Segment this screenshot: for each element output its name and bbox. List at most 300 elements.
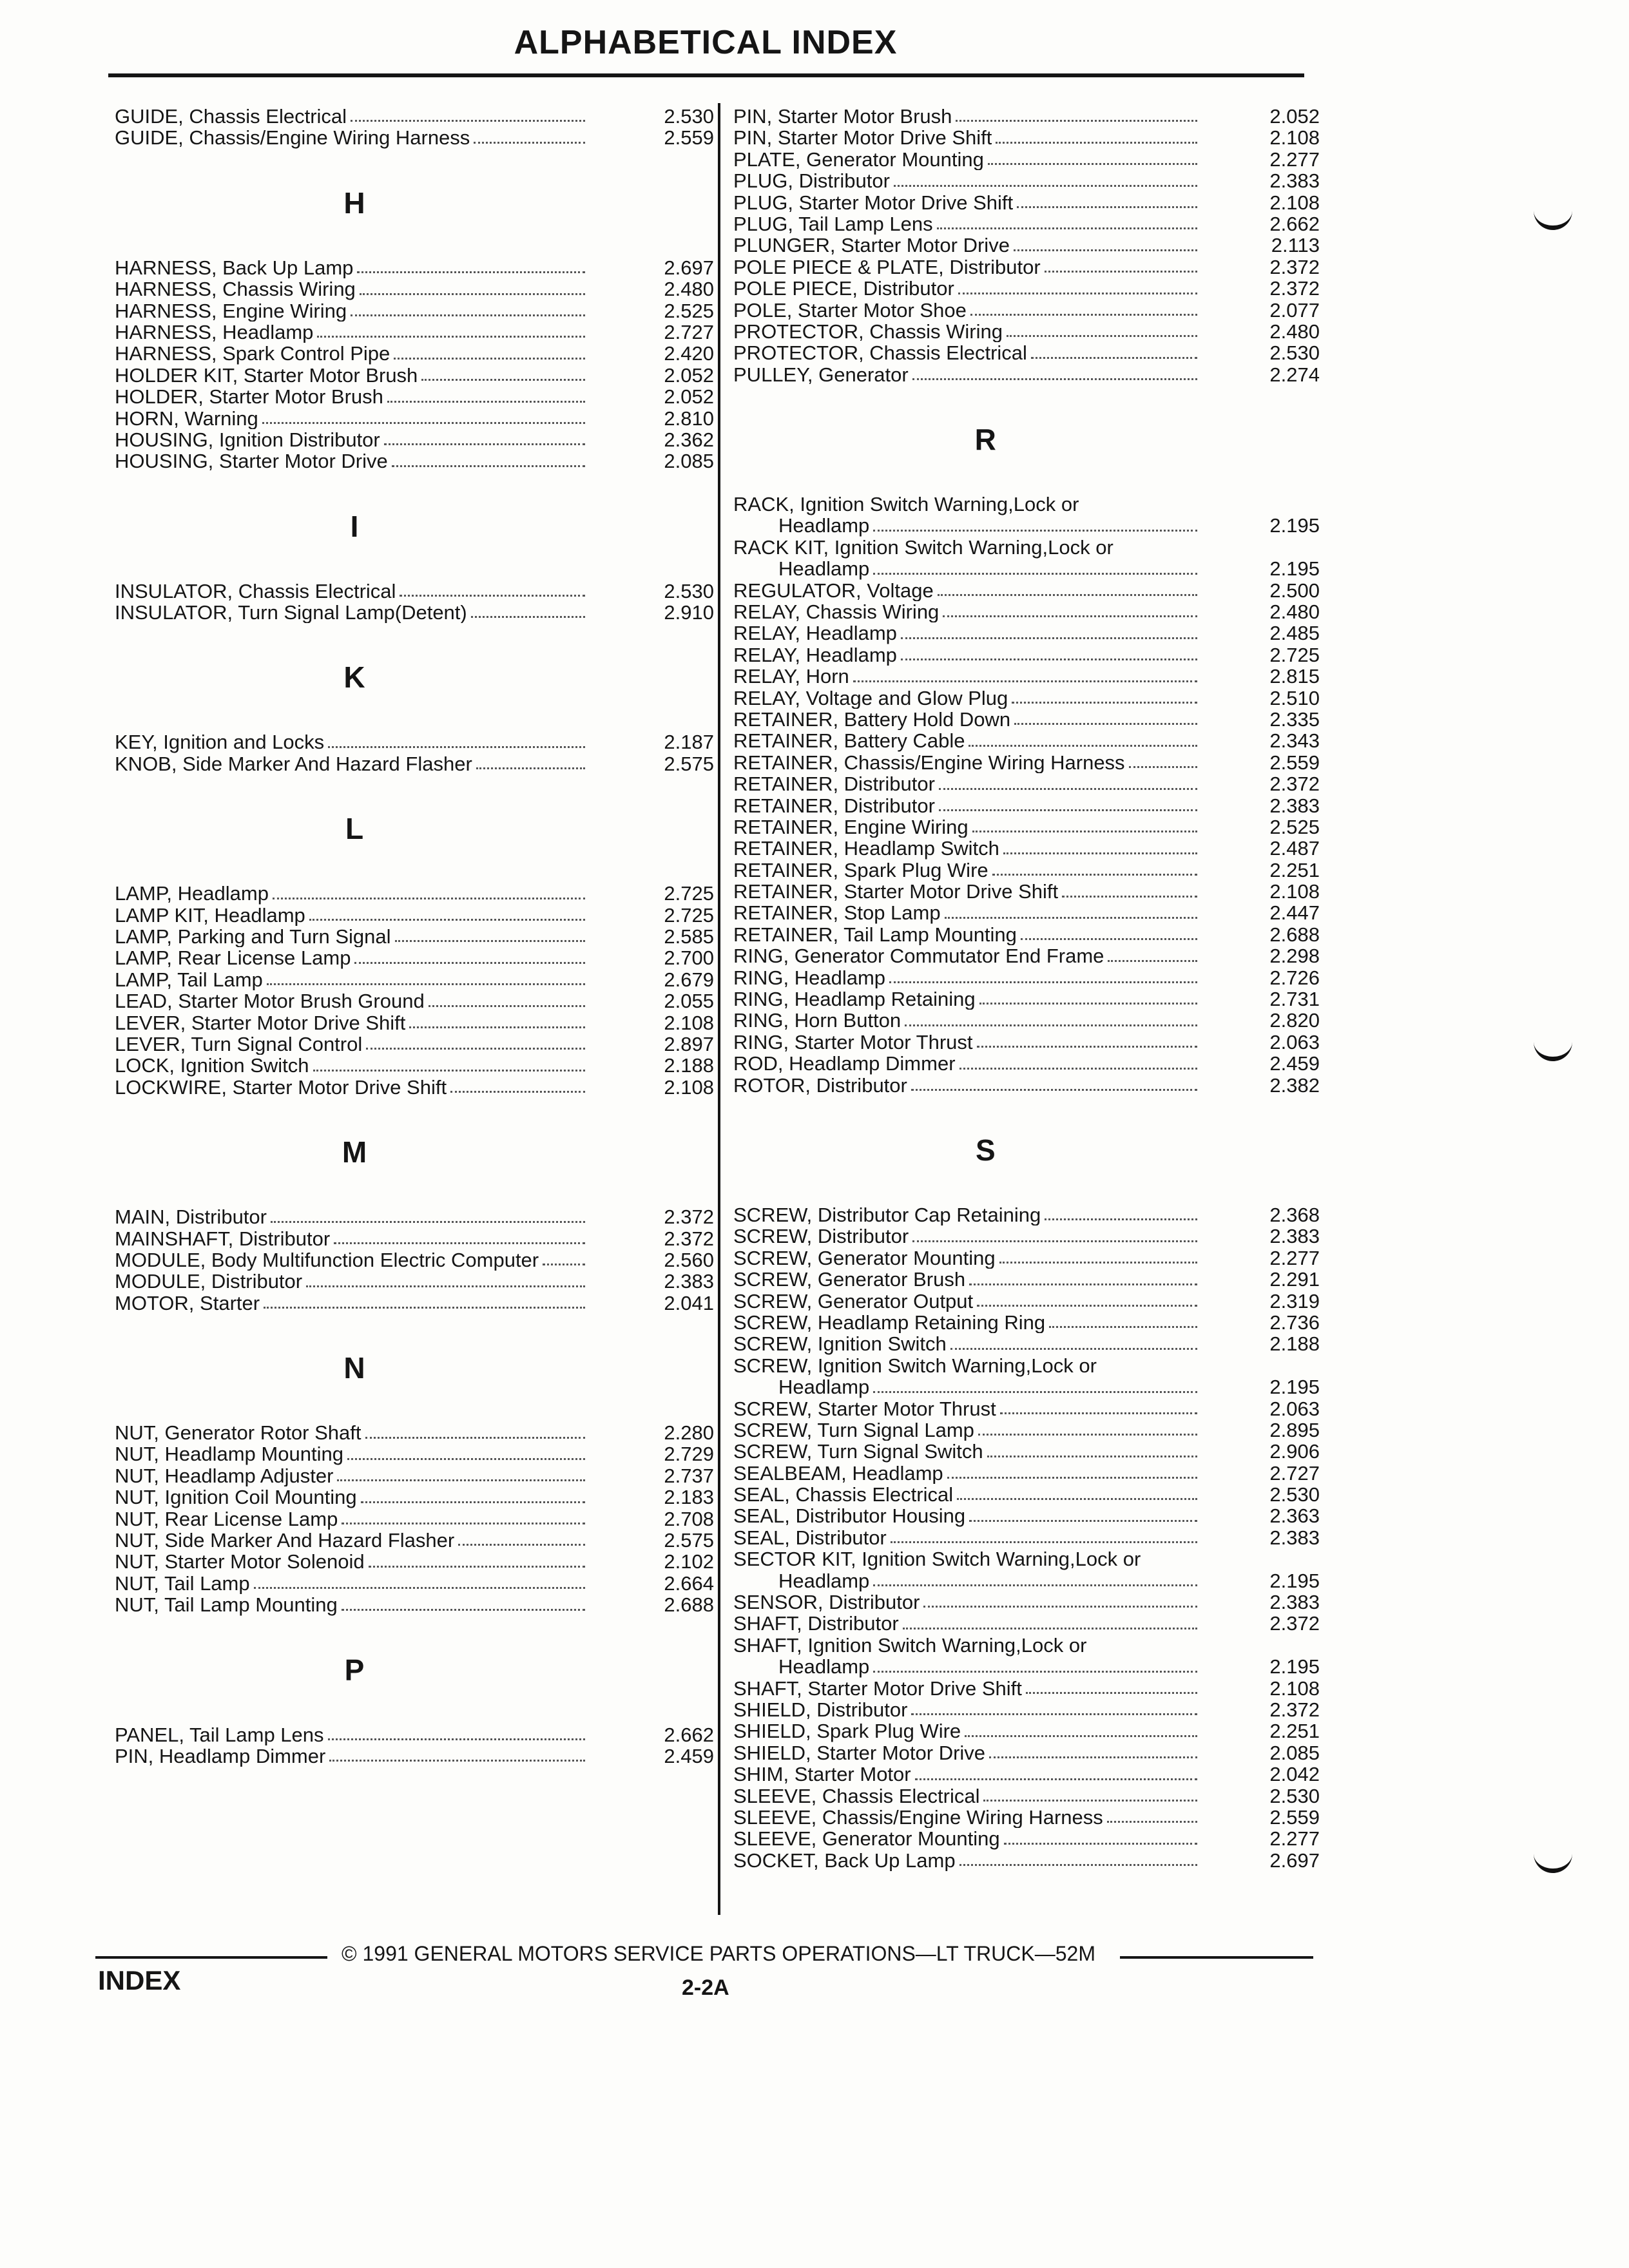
binder-mark (1534, 200, 1572, 230)
index-page-ref: 2.372 (1269, 773, 1320, 796)
dot-leader (1007, 335, 1197, 337)
index-entry (115, 1486, 714, 1508)
dot-leader (970, 314, 1197, 316)
dot-leader (977, 1305, 1197, 1307)
index-entry (115, 926, 714, 947)
dot-leader (901, 637, 1197, 639)
index-entry (733, 666, 1320, 687)
dot-leader (983, 1800, 1197, 1802)
footer-rule-right (1120, 1956, 1313, 1959)
index-entry (115, 408, 714, 429)
index-entry-text: RING, Generator Commutator End Frame (733, 945, 1104, 967)
index-entry-text: RETAINER, Battery Cable (733, 730, 965, 752)
dot-leader (313, 1070, 585, 1072)
index-entry-text: LEVER, Turn Signal Control (115, 1033, 363, 1055)
index-entry (733, 515, 1320, 536)
index-entry-text: SCREW, Turn Signal Switch (733, 1441, 983, 1463)
index-page-ref: 2.697 (664, 256, 714, 279)
index-page-ref: 2.188 (664, 1054, 714, 1077)
index-page-ref: 2.688 (664, 1593, 714, 1617)
dot-leader (471, 616, 585, 618)
index-entry (733, 1032, 1320, 1053)
index-entry-text: LAMP, Parking and Turn Signal (115, 926, 391, 948)
dot-leader (392, 465, 585, 467)
index-page-ref: 2.063 (1269, 1397, 1320, 1420)
section-letter: L (345, 812, 364, 846)
dot-leader (992, 874, 1197, 876)
index-page-ref: 2.700 (664, 947, 714, 970)
index-entry (733, 1678, 1320, 1699)
index-entry (733, 644, 1320, 666)
dot-leader (972, 831, 1197, 832)
index-entry (115, 602, 714, 623)
index-entry-text: NUT, Starter Motor Solenoid (115, 1551, 365, 1573)
dot-leader (1012, 702, 1197, 704)
index-entry (115, 905, 714, 926)
index-entry (733, 1376, 1320, 1398)
dot-leader (1049, 1326, 1197, 1328)
index-entry (115, 947, 714, 968)
index-entry (733, 1204, 1320, 1225)
index-entry (733, 773, 1320, 794)
index-page-ref: 2.530 (664, 579, 714, 602)
index-entry-text: SLEEVE, Chassis/Engine Wiring Harness (733, 1806, 1103, 1829)
index-entry (115, 127, 714, 148)
dot-leader (1000, 1412, 1197, 1414)
index-entry (733, 1505, 1320, 1526)
index-page-ref: 2.815 (1269, 665, 1320, 688)
dot-leader (357, 271, 585, 273)
index-entry (733, 127, 1320, 148)
index-entry-text: SHAFT, Ignition Switch Warning,Lock or (733, 1633, 1087, 1657)
index-entry (115, 300, 714, 322)
index-entry-text: SHIELD, Starter Motor Drive (733, 1742, 986, 1764)
index-page-ref: 2.897 (664, 1032, 714, 1055)
index-entry (733, 1527, 1320, 1548)
dot-leader (956, 120, 1197, 122)
index-entry-text: LEVER, Starter Motor Drive Shift (115, 1012, 406, 1033)
index-page-ref: 2.585 (664, 925, 714, 948)
index-page-ref: 2.820 (1269, 1009, 1320, 1032)
index-entry (733, 1312, 1320, 1333)
dot-leader (943, 615, 1197, 617)
index-entry (733, 1720, 1320, 1742)
index-entry (115, 278, 714, 300)
index-page-ref: 2.662 (1269, 212, 1320, 235)
dot-leader (342, 1523, 585, 1524)
section-letter: S (975, 1133, 996, 1168)
index-entry (733, 752, 1320, 773)
index-entry-text: SLEEVE, Generator Mounting (733, 1828, 1000, 1850)
dot-leader (476, 767, 585, 769)
index-entry-continuation: Headlamp (778, 1376, 870, 1398)
index-entry (733, 1419, 1320, 1441)
index-entry (733, 580, 1320, 601)
index-entry (115, 257, 714, 278)
index-entry (115, 1465, 714, 1486)
dot-leader (254, 1587, 585, 1589)
index-entry-text: SEAL, Distributor (733, 1526, 887, 1549)
dot-leader (894, 185, 1197, 187)
page-number: 2-2A (682, 1975, 729, 2000)
index-entry (115, 106, 714, 127)
index-page-ref: 2.383 (664, 1270, 714, 1293)
dot-leader (450, 1091, 585, 1093)
index-entry-text: SCREW, Distributor Cap Retaining (733, 1204, 1041, 1226)
dot-leader (950, 1348, 1197, 1350)
index-entry-text: RELAY, Chassis Wiring (733, 601, 940, 623)
index-entry-text: SHIELD, Distributor (733, 1698, 908, 1721)
index-page-ref: 2.447 (1269, 901, 1320, 925)
index-entry (733, 1075, 1320, 1096)
index-entry-text: NUT, Headlamp Mounting (115, 1443, 343, 1465)
index-entry (733, 924, 1320, 945)
index-entry-text: SHIELD, Spark Plug Wire (733, 1720, 961, 1742)
index-page-ref: 2.688 (1269, 923, 1320, 946)
index-page-ref: 2.382 (1269, 1073, 1320, 1097)
index-entry-text: SCREW, Generator Mounting (733, 1247, 996, 1269)
index-entry (733, 1484, 1320, 1505)
index-entry-text: HOLDER, Starter Motor Brush (115, 386, 383, 408)
dot-leader (360, 293, 585, 295)
index-entry-text: PLUG, Distributor (733, 170, 890, 192)
section-letter: R (974, 423, 996, 457)
dot-leader (366, 1048, 585, 1050)
dot-leader (1026, 1692, 1197, 1694)
index-entry (733, 1053, 1320, 1074)
dot-leader (987, 1456, 1197, 1457)
index-entry (733, 364, 1320, 385)
dot-leader (347, 1458, 585, 1460)
index-entry (115, 343, 714, 364)
index-entry-text: REGULATOR, Voltage (733, 579, 934, 602)
index-page-ref: 2.725 (664, 882, 714, 905)
index-page-ref: 2.731 (1269, 988, 1320, 1011)
index-entry-text: RACK KIT, Ignition Switch Warning,Lock or (733, 535, 1113, 559)
index-page-ref: 2.530 (664, 104, 714, 128)
index-entry-text: HARNESS, Spark Control Pipe (115, 343, 390, 365)
index-entry (115, 1573, 714, 1594)
index-entry (115, 450, 714, 472)
index-entry-text: NUT, Headlamp Adjuster (115, 1465, 334, 1487)
index-page-ref: 2.810 (664, 407, 714, 430)
index-page-ref: 2.487 (1269, 837, 1320, 860)
index-entry (115, 1228, 714, 1249)
index-entry (115, 990, 714, 1012)
index-entry-text: HARNESS, Engine Wiring (115, 300, 347, 322)
index-page-ref: 2.895 (1269, 1418, 1320, 1441)
index-entry (733, 321, 1320, 342)
index-page-ref: 2.363 (1269, 1504, 1320, 1528)
index-entry-continuation: Headlamp (778, 515, 870, 537)
dot-leader (458, 1544, 585, 1546)
index-entry-text: ROD, Headlamp Dimmer (733, 1053, 956, 1075)
index-page-ref: 2.525 (1269, 815, 1320, 838)
index-entry (115, 969, 714, 990)
index-entry-text: RACK, Ignition Switch Warning,Lock or (733, 493, 1079, 516)
index-page-ref: 2.085 (1269, 1741, 1320, 1764)
dot-leader (939, 788, 1197, 790)
index-entry-text: INSULATOR, Chassis Electrical (115, 580, 396, 602)
index-page-ref: 2.108 (1269, 126, 1320, 149)
index-page-ref: 2.277 (1269, 1246, 1320, 1269)
index-page-ref: 2.335 (1269, 707, 1320, 731)
index-page-ref: 2.727 (1269, 1461, 1320, 1485)
index-entry (733, 795, 1320, 816)
index-entry-text: SCREW, Distributor (733, 1225, 909, 1247)
index-entry (733, 558, 1320, 579)
section-label: INDEX (98, 1965, 181, 1995)
index-entry-text: LAMP, Headlamp (115, 883, 269, 905)
index-entry-text: LAMP, Rear License Lamp (115, 947, 351, 969)
dot-leader (273, 898, 585, 899)
index-page-ref: 2.052 (664, 363, 714, 387)
index-page-ref: 2.480 (1269, 601, 1320, 624)
index-entry (733, 903, 1320, 924)
index-page-ref: 2.485 (1269, 622, 1320, 645)
index-entry-text: SEAL, Distributor Housing (733, 1505, 966, 1527)
index-entry (115, 1594, 714, 1615)
index-entry-text: PLUG, Starter Motor Drive Shift (733, 191, 1014, 213)
dot-leader (988, 163, 1197, 165)
dot-leader (354, 962, 585, 964)
index-entry-text: PLATE, Generator Mounting (733, 148, 984, 171)
index-entry (733, 730, 1320, 751)
dot-leader (1129, 766, 1197, 768)
right-column (733, 106, 1320, 1871)
dot-leader (309, 919, 585, 921)
index-page-ref: 2.108 (664, 1011, 714, 1034)
index-page-ref: 2.530 (1269, 1483, 1320, 1506)
dot-leader (329, 1760, 585, 1762)
section-letter: I (350, 509, 359, 543)
index-entry (733, 1699, 1320, 1720)
dot-leader (873, 1671, 1197, 1673)
index-entry (115, 1724, 714, 1745)
index-entry-text: MODULE, Body Multifunction Electric Computer (115, 1249, 539, 1271)
dot-leader (979, 1003, 1197, 1004)
index-entry-text: RETAINER, Starter Motor Drive Shift (733, 881, 1059, 903)
dot-leader (337, 1479, 585, 1481)
index-entry (733, 106, 1320, 127)
index-entry-text: POLE PIECE & PLATE, Distributor (733, 256, 1041, 278)
index-entry-text: PLUNGER, Starter Motor Drive (733, 235, 1010, 256)
dot-leader (912, 378, 1197, 380)
index-entry (115, 1530, 714, 1551)
dot-leader (989, 1756, 1197, 1758)
dot-leader (938, 594, 1197, 596)
index-entry (115, 322, 714, 343)
index-page-ref: 2.708 (664, 1507, 714, 1530)
index-entry-text: KEY, Ignition and Locks (115, 731, 325, 753)
index-page-ref: 2.052 (664, 385, 714, 408)
dot-leader (1014, 249, 1197, 251)
index-entry-text: HORN, Warning (115, 407, 258, 429)
index-page-ref: 2.055 (664, 990, 714, 1013)
dot-leader (1108, 960, 1197, 962)
index-page-ref: 2.195 (1269, 557, 1320, 581)
index-entry (115, 883, 714, 904)
index-entry-text: SCREW, Generator Brush (733, 1269, 966, 1291)
index-page-ref: 2.195 (1269, 1376, 1320, 1399)
index-entry (115, 1012, 714, 1033)
index-entry-text: PANEL, Tail Lamp Lens (115, 1724, 324, 1746)
index-page-ref: 2.343 (1269, 729, 1320, 753)
index-entry-text: SCREW, Generator Output (733, 1290, 974, 1312)
index-entry-text: SEAL, Chassis Electrical (733, 1484, 954, 1506)
dot-leader (911, 1713, 1197, 1715)
dot-leader (969, 1520, 1197, 1522)
index-entry-text: RETAINER, Distributor (733, 794, 935, 816)
index-page-ref: 2.383 (1269, 794, 1320, 817)
index-entry-text: SECTOR KIT, Ignition Switch Warning,Lock or (733, 1548, 1141, 1571)
index-page-ref: 2.113 (1271, 234, 1320, 257)
index-page-ref: 2.368 (1269, 1204, 1320, 1226)
index-entry-text: SOCKET, Back Up Lamp (733, 1849, 956, 1872)
dot-leader (400, 595, 585, 597)
index-entry-text: SCREW, Headlamp Retaining Ring (733, 1311, 1046, 1334)
index-page-ref: 2.298 (1269, 945, 1320, 968)
index-entry-text: SEALBEAM, Headlamp (733, 1462, 943, 1485)
index-entry-continuation: Headlamp (778, 1656, 870, 1678)
index-entry (115, 581, 714, 602)
index-entry (733, 687, 1320, 709)
index-page-ref: 2.188 (1269, 1332, 1320, 1356)
index-entry (733, 300, 1320, 321)
index-entry (733, 213, 1320, 235)
index-page-ref: 2.910 (664, 601, 714, 624)
index-entry (733, 967, 1320, 988)
index-entry-text: NUT, Tail Lamp Mounting (115, 1594, 338, 1616)
dot-leader (891, 1541, 1197, 1543)
dot-leader (873, 1584, 1197, 1586)
left-column (115, 106, 714, 1767)
index-entry (733, 1010, 1320, 1031)
index-page-ref: 2.195 (1269, 1569, 1320, 1592)
dot-leader (873, 573, 1197, 575)
dot-leader (543, 1264, 585, 1265)
index-page-ref: 2.530 (1269, 341, 1320, 365)
index-page-ref: 2.291 (1269, 1268, 1320, 1291)
index-entry (733, 601, 1320, 622)
dot-leader (889, 981, 1197, 983)
dot-leader (1003, 852, 1197, 854)
index-page-ref: 2.697 (1269, 1849, 1320, 1872)
index-entry-text: PIN, Starter Motor Drive Shift (733, 127, 992, 149)
dot-leader (945, 917, 1197, 919)
index-page-ref: 2.372 (664, 1227, 714, 1250)
dot-leader (1107, 1821, 1197, 1823)
dot-leader (409, 1026, 585, 1028)
section-letter: H (343, 186, 365, 220)
index-entry (733, 816, 1320, 838)
index-entry-text: PIN, Headlamp Dimmer (115, 1745, 326, 1767)
index-page-ref: 2.906 (1269, 1440, 1320, 1463)
index-entry-text: MOTOR, Starter (115, 1292, 260, 1314)
index-entry-text: MAIN, Distributor (115, 1206, 267, 1228)
index-entry (115, 1508, 714, 1530)
dot-leader (903, 1628, 1197, 1629)
index-entry-text: LOCK, Ignition Switch (115, 1055, 309, 1077)
index-entry (733, 860, 1320, 881)
index-entry (733, 1785, 1320, 1807)
index-entry-text: RETAINER, Stop Lamp (733, 902, 941, 924)
title-rule (108, 73, 1304, 77)
dot-leader (969, 1283, 1197, 1285)
dot-leader (912, 1240, 1197, 1242)
index-entry (733, 235, 1320, 256)
index-entry-text: HOUSING, Ignition Distributor (115, 428, 380, 451)
index-page-ref: 2.559 (664, 126, 714, 149)
index-page-ref: 2.042 (1269, 1763, 1320, 1786)
index-entry-text: RING, Horn Button (733, 1010, 901, 1032)
index-entry (115, 1077, 714, 1098)
index-entry-text: PULLEY, Generator (733, 363, 909, 386)
index-page-ref: 2.195 (1269, 514, 1320, 537)
index-entry-text: POLE, Starter Motor Shoe (733, 299, 967, 321)
index-entry-text: GUIDE, Chassis/Engine Wiring Harness (115, 127, 470, 149)
dot-leader (996, 142, 1197, 144)
index-entry-text: HARNESS, Headlamp (115, 321, 314, 343)
index-page-ref: 2.662 (664, 1723, 714, 1746)
index-entry-text: POLE PIECE, Distributor (733, 278, 954, 300)
dot-leader (317, 336, 585, 338)
index-entry (733, 1742, 1320, 1763)
index-entry-text: RELAY, Horn (733, 666, 849, 687)
dot-leader (351, 314, 585, 316)
section-letter: P (344, 1653, 365, 1687)
index-entry (733, 622, 1320, 644)
footer-rule-left (95, 1956, 327, 1959)
dot-leader (853, 680, 1197, 682)
index-entry (733, 1398, 1320, 1419)
dot-leader (306, 1285, 585, 1287)
index-entry-text: RETAINER, Headlamp Switch (733, 838, 999, 860)
dot-leader (959, 1864, 1197, 1866)
index-entry-text: RETAINER, Battery Hold Down (733, 708, 1011, 731)
index-entry (733, 342, 1320, 363)
index-page-ref: 2.729 (664, 1443, 714, 1466)
index-entry-text: NUT, Rear License Lamp (115, 1508, 338, 1530)
index-page-ref: 2.372 (664, 1206, 714, 1229)
index-page-ref: 2.362 (664, 428, 714, 451)
index-page-ref: 2.383 (1269, 1526, 1320, 1549)
index-page-ref: 2.559 (1269, 751, 1320, 774)
index-entry-text: SCREW, Ignition Switch Warning,Lock or (733, 1354, 1097, 1377)
dot-leader (1045, 1218, 1197, 1220)
dot-leader (361, 1501, 585, 1503)
index-page-ref: 2.725 (664, 903, 714, 927)
index-page-ref: 2.277 (1269, 148, 1320, 171)
dot-leader (262, 422, 585, 424)
index-entry (115, 1033, 714, 1055)
index-entry-text: HOUSING, Starter Motor Drive (115, 450, 388, 472)
index-entry (733, 1807, 1320, 1828)
index-entry (115, 753, 714, 774)
dot-leader (369, 1566, 585, 1568)
index-page-ref: 2.085 (664, 450, 714, 473)
index-entry (733, 1441, 1320, 1462)
dot-leader (365, 1437, 586, 1439)
index-page-ref: 2.664 (664, 1571, 714, 1595)
index-entry-text: SCREW, Turn Signal Lamp (733, 1419, 974, 1441)
index-entry-text: NUT, Generator Rotor Shaft (115, 1422, 361, 1444)
index-entry-text: RETAINER, Chassis/Engine Wiring Harness (733, 751, 1125, 774)
dot-leader (965, 1735, 1197, 1737)
dot-leader (474, 142, 585, 144)
index-entry-text: LOCKWIRE, Starter Motor Drive Shift (115, 1076, 447, 1099)
index-entry (115, 365, 714, 386)
